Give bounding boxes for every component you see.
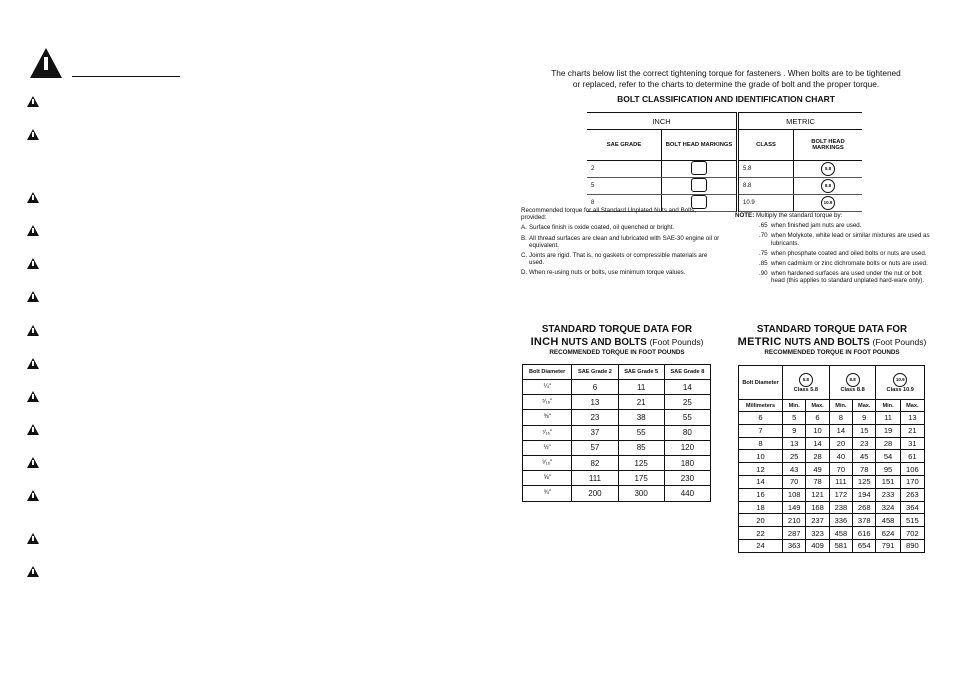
torque-cell: 28 [806,450,829,463]
inch-torque-table [522,364,711,502]
torque-cell: 458 [876,514,900,527]
note-label: NOTE: [735,212,755,219]
torque-cell: 616 [853,527,876,540]
table-row [739,450,925,463]
warning-icon [27,490,39,501]
warning-icon [27,291,39,302]
intro-line-1: The charts below list the correct tightening torque for fasteners . When bolts are to be tightened [551,68,901,78]
bolt-diameter-header: Bolt Diameter [739,366,783,400]
torque-cell: 10 [806,424,829,437]
torque-cell: 791 [876,539,900,552]
column-header: SAE Grade 8 [664,365,710,380]
torque-cell: 106 [900,463,924,476]
note-item: .75 when phosphate coated and oiled bolts or nuts are used. [759,249,927,257]
inch-torque-heading: STANDARD TORQUE DATA FOR INCH NUTS AND BOLTS (Foot Pounds) RECOMMENDED TORQUE IN FOOT POUNDS [517,324,717,356]
torque-cell: 287 [783,527,806,540]
warning-icon [27,258,39,269]
torque-cell: 409 [806,539,829,552]
metric-class: 10.9 [738,195,794,212]
torque-cell: 168 [806,501,829,514]
torque-cell: 125 [853,475,876,488]
torque-cell: 61 [900,450,924,463]
torque-cell: 13 [783,437,806,450]
metric-torque-table: Bolt Diameter 5.8 Class 5.8 8.8 Class 8.8 10.9 Class 10.9 Millimeters Min. Max. Min. Max. Min. Max. 6 5 6 8 9 11 13 7 9 10 14 15 19 21 8 13 14 20 23 28 31 10 25 28 40 45 54 61 12 43 49 70 78 95 106 14 70 78 111 125 151 170 16 108 121 172 194 233 263 18 149 168 238 268 324 364 20 210 237 336 378 458 515 22 287 323 458 616 624 702 24 363 409 581 654 791 890 [738,365,925,553]
table-row: ¼" 6 11 14 [523,380,711,395]
class-badge: 10.9 [893,373,907,387]
metric-title-prefix: METRIC [737,336,782,348]
intro-text [520,68,932,90]
torque-cell: 5 [783,412,806,425]
note-text: Multiply the standard torque by: [755,212,843,219]
torque-cell: 15 [853,424,876,437]
torque-cell: 31 [900,437,924,450]
hex-head-3-marks-icon [691,178,707,192]
sae-grade: 8 [587,195,662,212]
inch-title-prefix: INCH [530,336,559,348]
warning-icon [27,358,39,369]
table-row: ⅜" 23 38 55 [523,410,711,425]
bolt-diameter-cell: 16 [739,488,783,501]
torque-cell: 111 [829,475,852,488]
torque-cell: 702 [900,527,924,540]
table-row [739,463,925,476]
torque-cell: 268 [853,501,876,514]
table-row [739,514,925,527]
condition-item: C. Joints are rigid. That is, no gaskets or compressible materials are used. [521,252,708,267]
bolt-diameter-cell: 18 [739,501,783,514]
torque-cell: 515 [900,514,924,527]
warning-icon [27,325,39,336]
warning-triangle-icon [30,48,62,78]
torque-cell: 890 [900,539,924,552]
bolt-diameter-cell: 24 [739,539,783,552]
classification-title: BOLT CLASSIFICATION AND IDENTIFICATION CHART [617,94,835,104]
torque-cell: 121 [806,488,829,501]
class-header: 8.8 Class 8.8 [829,366,876,400]
torque-cell: 13 [900,412,924,425]
torque-cell: 70 [783,475,806,488]
condition-item: B. All thread surfaces are clean and lubricated with SAE-30 engine oil or equivalent. [521,234,720,249]
torque-cell: 95 [876,463,900,476]
torque-cell: 54 [876,450,900,463]
torque-cell: 19 [876,424,900,437]
torque-cell: 172 [829,488,852,501]
condition-item: A. Surface finish is oxide coated, oil quenched or bright. [521,224,675,232]
torque-cell: 336 [829,514,852,527]
metric-bolt-head-header: BOLT HEAD MARKINGS [794,130,863,161]
torque-cell: 78 [853,463,876,476]
metric-class: 8.8 [738,178,794,195]
classification-row [587,178,862,195]
table-row: ⁹⁄₁₆" 82 125 180 [523,455,711,470]
torque-cell: 624 [876,527,900,540]
torque-note [735,212,935,285]
bolt-diameter-cell: 8 [739,437,783,450]
torque-cell: 40 [829,450,852,463]
metric-table-body [739,412,925,553]
metric-title-line1: STANDARD TORQUE DATA FOR [756,324,908,335]
recommended-conditions [521,207,721,280]
class-header: CLASS [738,130,794,161]
inch-header: INCH [587,113,738,130]
table-row [739,475,925,488]
table-row [739,539,925,552]
torque-cell: 151 [876,475,900,488]
warning-icon [27,533,39,544]
inch-bolt-head-header: BOLT HEAD MARKINGS [662,130,738,161]
bolt-diameter-cell: 12 [739,463,783,476]
metric-class: 5.8 [738,161,794,178]
torque-cell: 11 [876,412,900,425]
note-item: .90 when hardened surfaces are used under the nut or bolt head (this applies to standard unplated hard-ware only). [759,270,925,285]
column-header: Bolt Diameter [523,365,572,380]
table-row: ¾" 200 300 440 [523,486,711,501]
torque-cell: 28 [876,437,900,450]
torque-cell: 363 [783,539,806,552]
torque-cell: 581 [829,539,852,552]
table-row: ⁵⁄₁₆" 13 21 25 [523,395,711,410]
torque-cell: 9 [783,424,806,437]
torque-cell: 238 [829,501,852,514]
table-row: ⁷⁄₁₆" 37 55 80 [523,425,711,440]
bolt-diameter-cell: 7 [739,424,783,437]
class-header: 10.9 Class 10.9 [876,366,925,400]
torque-cell: 21 [900,424,924,437]
torque-cell: 233 [876,488,900,501]
torque-cell: 378 [853,514,876,527]
torque-cell: 210 [783,514,806,527]
warning-icon [27,192,39,203]
torque-cell: 364 [900,501,924,514]
sae-grade: 2 [587,161,662,178]
millimeters-header: Millimeters [739,400,783,412]
metric-subtitle: RECOMMENDED TORQUE IN FOOT POUNDS [764,349,900,356]
column-header: SAE Grade 2 [572,365,618,380]
metric-torque-heading: STANDARD TORQUE DATA FOR METRIC NUTS AND BOLTS (Foot Pounds) RECOMMENDED TORQUE IN FOOT POUNDS [732,324,932,356]
torque-cell: 237 [806,514,829,527]
torque-cell: 170 [900,475,924,488]
warning-icon [27,424,39,435]
torque-cell: 108 [783,488,806,501]
class-marking-badge: 8.8 [821,179,835,193]
torque-cell: 263 [900,488,924,501]
warning-icon [27,457,39,468]
warning-icon [27,566,39,577]
torque-cell: 70 [829,463,852,476]
torque-cell: 14 [829,424,852,437]
warning-icon [27,391,39,402]
torque-cell: 149 [783,501,806,514]
sae-grade-header: SAE GRADE [587,130,662,161]
classification-row [587,161,862,178]
bolt-diameter-cell: 20 [739,514,783,527]
torque-cell: 20 [829,437,852,450]
inch-title-line1: STANDARD TORQUE DATA FOR [541,324,693,335]
condition-item: D. When re-using nuts or bolts, use minimum torque values. [521,269,686,277]
hex-head-no-marks-icon [691,161,707,175]
bolt-diameter-cell: 14 [739,475,783,488]
torque-cell: 324 [876,501,900,514]
table-row [739,424,925,437]
bolt-diameter-cell: 10 [739,450,783,463]
note-item: .85 when cadmium or zinc dichromate bolts or nuts are used. [759,260,928,268]
class-header: 5.8 Class 5.8 [783,366,830,400]
torque-cell: 654 [853,539,876,552]
table-row: ½" 57 85 120 [523,440,711,455]
class-badge: 5.8 [799,373,813,387]
class-marking-badge: 10.9 [821,196,835,210]
torque-cell: 6 [806,412,829,425]
bolt-diameter-cell: 22 [739,527,783,540]
warning-icon [27,129,39,140]
recommended-intro: Recommended torque for all Standard Unplated Nuts and Bolts, provided: [521,207,697,222]
inch-subtitle: RECOMMENDED TORQUE IN FOOT POUNDS [549,349,685,356]
warning-icon [27,225,39,236]
torque-cell: 8 [829,412,852,425]
intro-line-2: or replaced, refer to the charts to determine the grade of bolt and the proper torque. [572,79,880,89]
torque-cell: 323 [806,527,829,540]
warning-icon [27,96,39,107]
table-row [739,501,925,514]
column-header: SAE Grade 5 [618,365,664,380]
table-row [739,437,925,450]
torque-cell: 25 [783,450,806,463]
torque-cell: 14 [806,437,829,450]
torque-cell: 78 [806,475,829,488]
heading-underline [72,76,180,77]
note-item: .70 when Molykote, white lead or similar mixtures are used as lubricants. [759,232,930,247]
table-row: ⅝" 111 175 230 [523,471,711,486]
table-row [739,412,925,425]
metric-header: METRIC [738,113,863,130]
bolt-classification-chart [587,112,862,212]
torque-cell: 194 [853,488,876,501]
torque-cell: 43 [783,463,806,476]
torque-cell: 458 [829,527,852,540]
torque-cell: 9 [853,412,876,425]
table-row [739,527,925,540]
class-badge: 8.8 [846,373,860,387]
torque-cell: 45 [853,450,876,463]
torque-cell: 49 [806,463,829,476]
bolt-diameter-cell: 6 [739,412,783,425]
class-marking-badge: 5.8 [821,162,835,176]
torque-cell: 23 [853,437,876,450]
note-item: .65 when finished jam nuts are used. [759,222,862,230]
table-row [739,488,925,501]
sae-grade: 5 [587,178,662,195]
